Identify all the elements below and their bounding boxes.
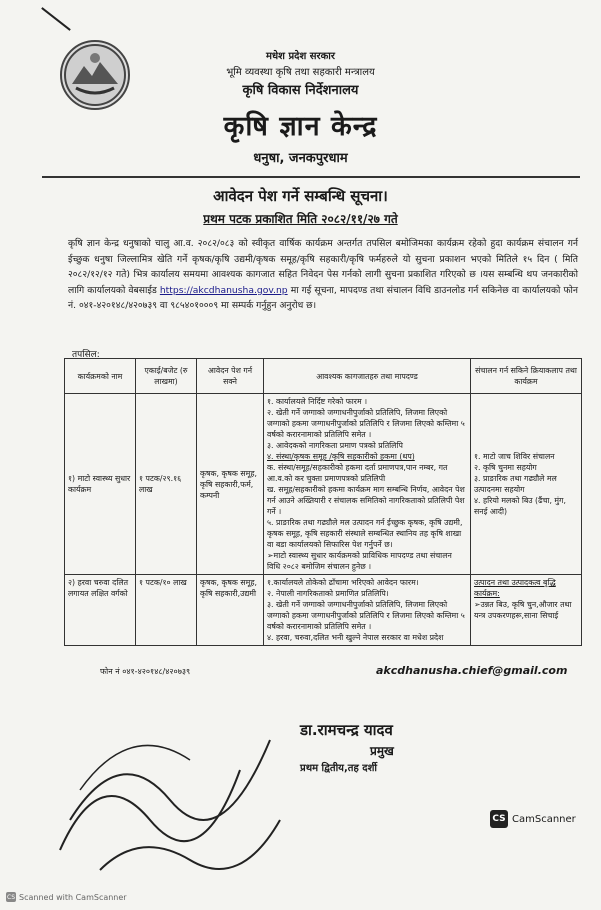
scanner-icon: CS [7,893,15,901]
notice-paragraph: कृषि ज्ञान केन्द्र धनुषाको चालु आ.व. २०८२/०८३ को स्वीकृत वार्षिक कार्यक्रम अन्तर्गत तपसिल बमोजिमका कार्यक्रम रहेको हुदा कार्यक्रम संचालन गर्न ईच्छुक धनुषा जिल्लामित्र खेति गर्ने कृषक/कृषि उद्यमी/कृषक समूह/कृषि सहकारी/कृषि फर्महरुले यो सुचना प्रकाशन भएको मितिले १५ दिन ( मिति २०८२/१२/१२ गते) भित्र कार्यालय समयमा आवश्यक कागजात सहित निवेदन पेस गर्नको लागी सुचना प्रकाशित गरिएको छ ।यस सम्बन्धि थप जनकारीको लागि कार्यालयको वेबसाईड [68,238,578,296]
pen-mark [41,7,71,31]
requirement-item: ५. प्राङारिक तथा गढ्यौले मल उत्पादन गर्न ईच्छुक कृषक, कृषि उद्यमी, कृषक समूह, कृषि सहकारी संस्थाले सम्बन्धित स्थानिय तह कृषि शाखा वा बडा कार्यालयको सिफारिस पेश गर्नुपर्ने छ। [267,518,463,549]
requirement-item: ४. संस्था/कृषक समूह /कृषि सहकारीको हकमा (थप) [267,452,415,461]
program-requirements [264,394,471,575]
footer-email[interactable]: akcdhanusha.chief@gmail.com [376,664,568,677]
requirement-item: ३. आवेदकको नागरिकता प्रमाण पत्रको प्रतिलिपि [267,441,403,450]
header-requirements: आवश्यक कागजातहरु तथा मापदण्ड [264,359,471,394]
directorate-name: कृषि विकास निर्देशनालय [242,83,359,98]
requirement-item: ➢माटो स्वास्थ्य सुधार कार्यक्रमको प्राविधिक मापदण्ड तथा संचालन विधि २०८२ बमोजिम संचालन हुनेछ । [267,551,452,571]
gov-name: मधेश प्रदेश सरकार [266,51,335,62]
program-eligible: कृषक, कृषक समूह, कृषि सहकारी,फर्म, कम्पनी [197,394,264,575]
program-activities [471,575,582,646]
program-requirements [264,575,471,646]
requirement-item: १.कार्यालयले तोकेको ढाँचामा भरिएको आवेदन फारम। [267,578,419,587]
activity-item: २. कृषि चुनमा सहयोग [474,463,537,472]
notice-body [68,236,578,314]
header-divider [42,176,580,178]
activity-heading: उत्पादन तथा उत्पादकत्व बृद्धि कार्यक्रम: [474,578,556,598]
signer-dept: प्रथम द्वितीय,तह दर्शी [300,763,377,774]
requirement-item: ३. खेती गर्ने जग्गाको जग्गाधनीपुर्जाको प्रतिलिपि, लिजमा लिएको जग्गाको हकमा जग्गाधनीपुर्जाको प्रतिलिपि र लिजमा लिएको कम्तिमा ५ वर्षको करारनामाको प्रतिलिपि समेत । [267,600,465,631]
activity-item: ४. हरियो मलको बिउ (ढैंचा, मुंग, सनई आदी) [474,496,566,516]
program-name: १) माटो स्वास्थ्य सुधार कार्यक्रम [65,394,136,575]
office-name: कृषि ज्ञान केन्द्र [223,111,378,142]
table-header-row [65,359,582,394]
scanned-label: Scanned with CamScanner [19,892,127,902]
program-table [64,358,582,646]
camscanner-icon: CS [490,810,508,828]
program-budget: १ पटक/२९.१६ लाख [136,394,197,575]
header-eligible: आवेदन पेश गर्न सक्ने [197,359,264,394]
website-link[interactable]: https://akcdhanusha.gov.np [159,284,288,296]
signer-name: डा.रामचन्द्र यादव [300,721,393,739]
activity-item: ➢उन्नत बिउ, कृषि चुन,औजार तथा यन्त्र उपकरणहरू,साना सिचाई [474,600,572,620]
header-activities: संचालन गर्न सकिने क्रियाकलाप तथा कार्यक्रम [471,359,582,394]
office-address: धनुषा, जनकपुरधाम [253,151,348,166]
table-row [65,394,582,575]
table-label: तपसिल: [72,350,100,360]
activity-item: १. माटो जाच शिविर संचालन [474,452,555,461]
scanned-footer [6,892,127,902]
camscanner-label: CamScanner [512,813,576,825]
ministry-name: भूमि व्यवस्था कृषि तथा सहकारी मन्त्रालय [226,67,375,78]
header-budget: एकाई/बजेट (रु लाखमा) [136,359,197,394]
notice-subtitle: प्रथम पटक प्रकाशित मिति २०८२/११/२७ गते [203,212,398,226]
signer-title: प्रमुख [370,744,394,758]
handwritten-signature [40,700,300,880]
table-row [65,575,582,646]
notice-title: आवेदन पेश गर्ने सम्बन्धि सूचना। [213,187,388,205]
camscanner-watermark [490,810,576,828]
requirement-item: १. कार्यालयले निर्दिष्ट गरेको फारम । [267,397,368,406]
program-eligible: कृषक, कृषक समूह, कृषि सहकारी,उद्यमी [197,575,264,646]
requirement-item: २. नेपाली नागरिकताको प्रमाणित प्रतिलिपि। [267,589,389,598]
requirement-item: ख. समूह/सहकारीको हकमा कार्यक्रम माग सम्बन्धि निर्णय, आवेदन पेश गर्न आउने अख्तियारी र संचालक समितिको नागरिकताको प्रतिलिपी पेश गर्ने । [267,485,465,516]
activity-item: ३. प्राङारिक तथा गढ्यौले मल उत्पादनमा सहयोग [474,474,557,494]
requirement-item: ४. हरवा, चरुवा,दलित भनी खुल्ने नेपाल सरकार वा मधेश प्रदेश [267,633,444,642]
program-name: २) हरवा चरुवा दलित लगायत लक्षित वर्गको [65,575,136,646]
header-program: कार्यक्रमको नाम [65,359,136,394]
requirement-item: २. खेती गर्ने जग्गाको जग्गाधनीपुर्जाको प्रतिलिपि, लिजमा लिएको जग्गाको हकमा जग्गाधनीपुर्जाको प्रतिलिपि र लिजमा लिएको कम्तिमा ५ वर्षको करारनामाको प्रतिलिपि समेत । [267,408,465,439]
footer-phone: फोन नं ०४१-४२०१४८/४२०७३९ [100,667,191,676]
notice-paragraph-cont: मा गई सूचना, मापदण्ड तथा संचालन विधि डाउनलोड गर्न सकिनेछ वा कार्यालयको फोन नं. ०४१-४२०१४८/४२०७३९ वा ९८५४०१०००९ मा सम्पर्क गर्नुहुन अनुरोध छ। [68,284,579,311]
requirement-item: क. संस्था/समूह/सहकारीको हकमा दर्ता प्रमाणपत्र,पान नम्बर, गत आ.व.को कर चुक्ता प्रमाणपत्रको प्रतिलिपी [267,463,448,483]
program-budget: १ पटक/१० लाख [136,575,197,646]
program-activities [471,394,582,575]
